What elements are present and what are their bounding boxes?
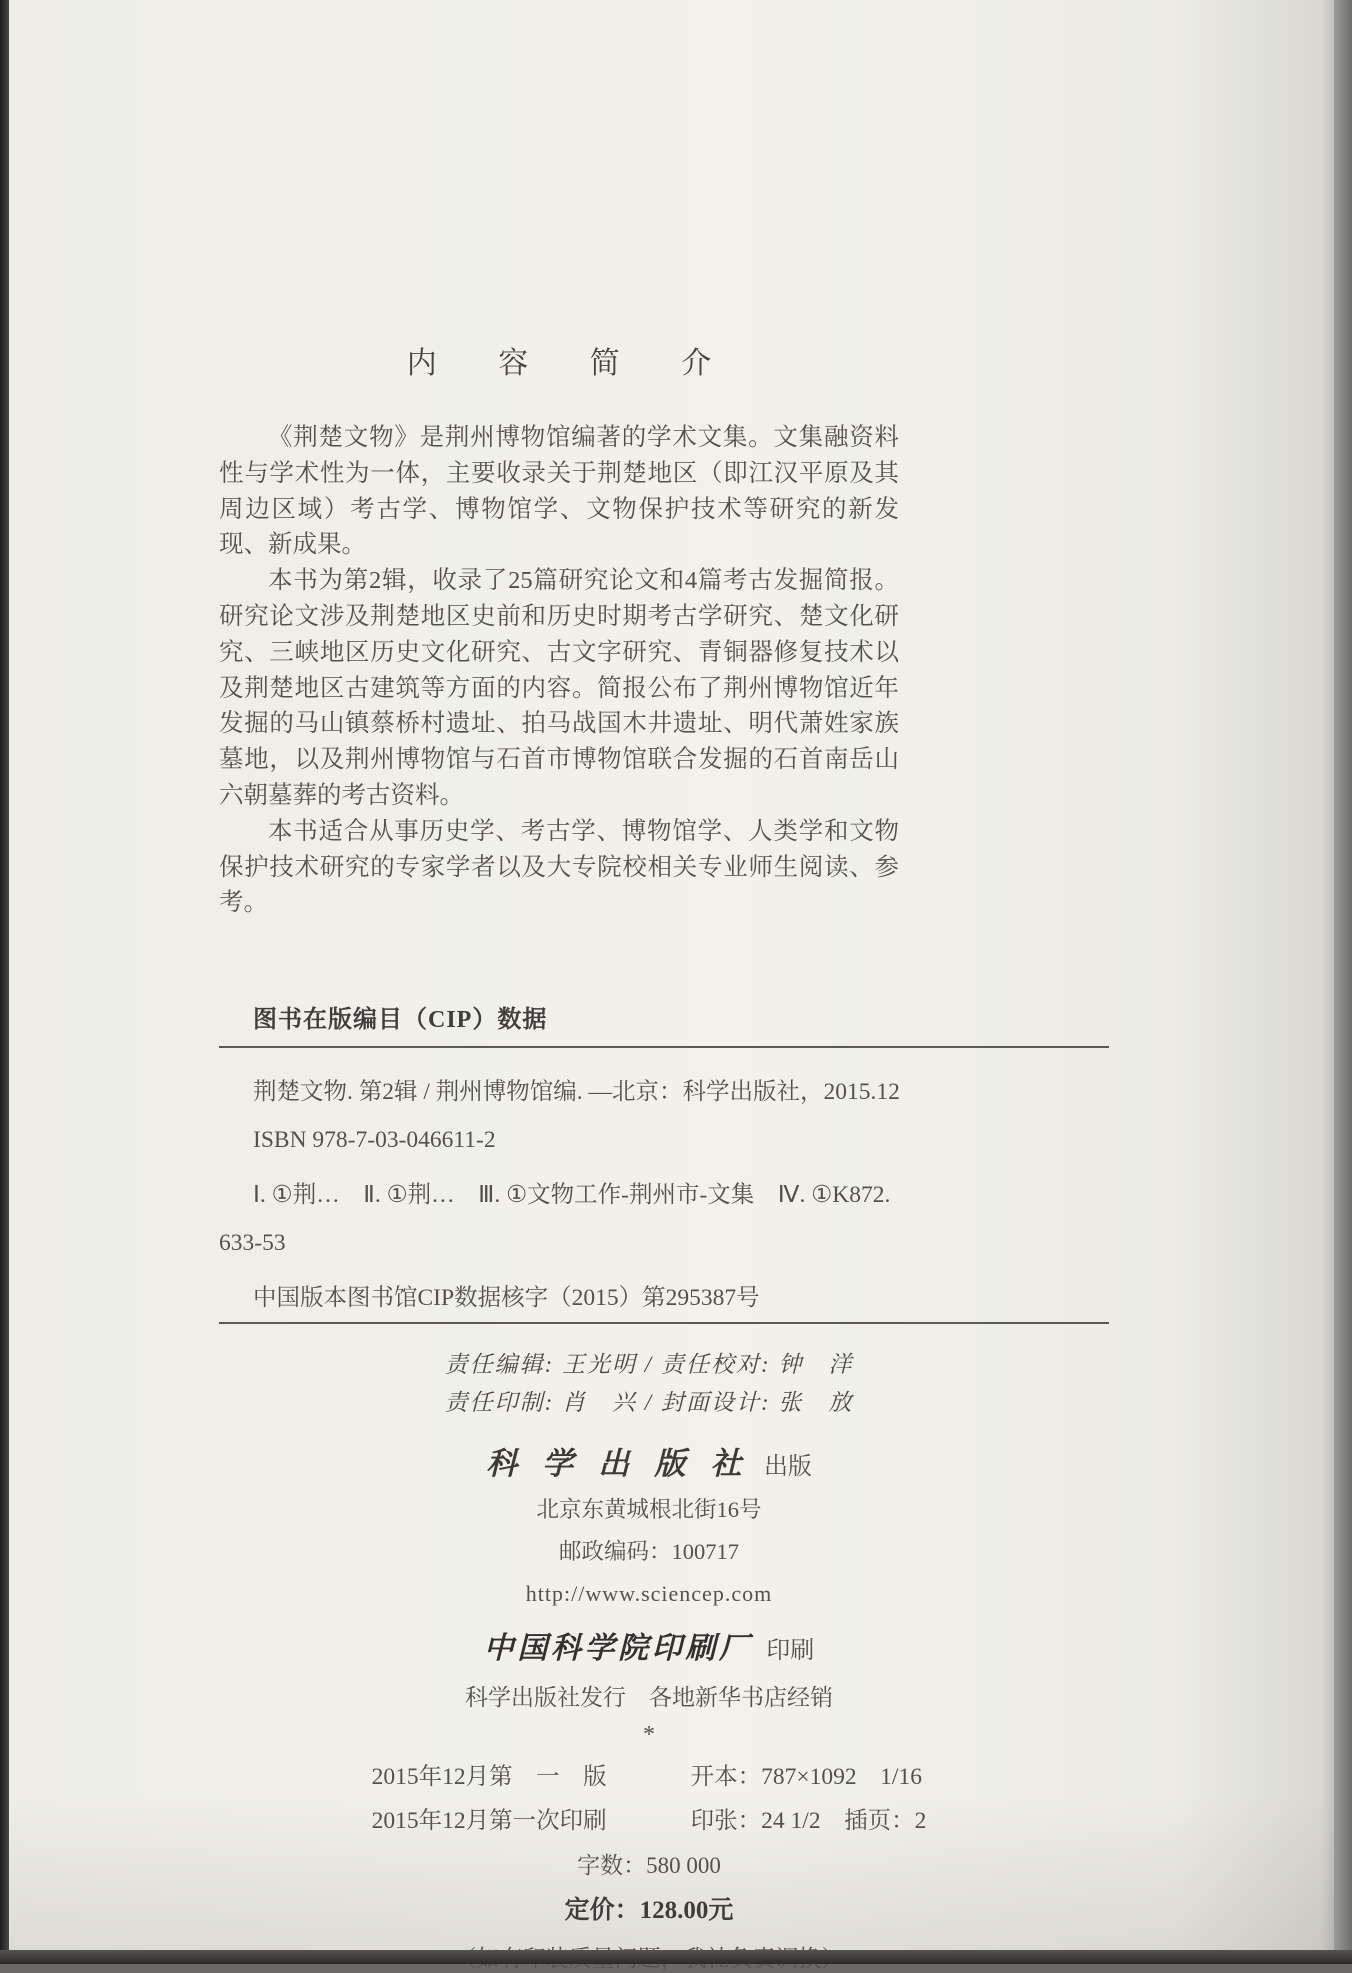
printer-line (219, 1623, 1079, 1667)
colophon-block (219, 1346, 1079, 1973)
publisher-address: 北京东黄城根北街16号 (536, 1497, 762, 1523)
publisher-postcode: 邮政编码：100717 (558, 1539, 739, 1565)
publisher-line (219, 1438, 1079, 1483)
cip-body (219, 1048, 1109, 1322)
cip-title-line: 荆楚文物. 第2辑 / 荆州博物馆编. —北京：科学出版社，2015.12 (253, 1079, 900, 1106)
separator-asterisk: * (643, 1722, 655, 1749)
editors-line: 责任编辑: 王光明 / 责任校对: 钟 洋 (444, 1352, 854, 1378)
intro-paragraph: 本书适合从事历史学、考古学、博物馆学、人类学和文物保护技术研究的专家学者以及大专院校相关专业师生阅读、参考。 (219, 817, 899, 917)
editors-line: 责任印制: 肖 兴 / 封面设计: 张 放 (444, 1390, 854, 1416)
distribution-line: 科学出版社发行 各地新华书店经销 (465, 1685, 833, 1711)
printing-date: 2015年12月第一次印刷 (371, 1808, 607, 1835)
book-page (9, 0, 1334, 1951)
format-spec: 开本：787×1092 1/16 (690, 1764, 922, 1791)
cip-bottom-rule (219, 1322, 1109, 1324)
printer-logotype: 中国科学院印刷厂 (483, 1632, 753, 1666)
content-summary-heading: 内 容 简 介 (406, 347, 739, 380)
edition-date: 2015年12月第 一 版 (371, 1764, 607, 1791)
publisher-logotype: 科 学 出 版 社 (486, 1446, 751, 1482)
content-summary-body (219, 420, 899, 921)
sheets-spec: 印张：24 1/2 插页：2 (690, 1808, 927, 1835)
cip-data-block (219, 999, 1109, 1324)
edition-details (219, 1757, 1079, 1835)
intro-paragraph: 本书为第2辑，收录了25篇研究论文和4篇考古发掘简报。研究论文涉及荆楚地区史前和历史时期考古学研究、楚文化研究、三峡地区历史文化研究、古文字研究、青铜器修复技术以及荆楚地区古建筑等方面的内容。简报公布了荆州博物馆近年发掘的马山镇蔡桥村遗址、拍马战国木井遗址、明代萧姓家族墓地，以及荆州博物馆与石首市博物馆联合发掘的石首南岳山六朝墓葬的考古资料。 (219, 567, 899, 809)
intro-paragraph: 《荆楚文物》是荆州博物馆编著的学术文集。文集融资料性与学术性为一体，主要收录关于荆楚地区（即江汉平原及其周边区域）考古学、博物馆学、文物保护技术等研究的新发现、新成果。 (219, 424, 899, 559)
scan-edge-right (1334, 0, 1352, 1964)
cip-isbn: ISBN 978-7-03-046611-2 (253, 1127, 496, 1154)
cip-heading: 图书在版编目（CIP）数据 (253, 1007, 548, 1034)
printer-suffix: 印刷 (766, 1638, 815, 1665)
cip-classification-continued: 633-53 (219, 1230, 286, 1257)
word-count: 字数：580 000 (577, 1853, 721, 1879)
publisher-website: http://www.sciencep.com (525, 1581, 773, 1607)
publisher-suffix: 出版 (763, 1454, 812, 1481)
price: 定价：128.00元 (564, 1897, 734, 1925)
scan-edge-left (0, 0, 9, 1964)
scan-edge-bottom (0, 1950, 1352, 1964)
cip-classification: Ⅰ. ①荆… Ⅱ. ①荆… Ⅲ. ①文物工作-荆州市-文集 Ⅳ. ①K872. (253, 1182, 891, 1209)
editors-credits (219, 1346, 1079, 1422)
cip-record-number: 中国版本图书馆CIP数据核字（2015）第295387号 (253, 1285, 760, 1312)
